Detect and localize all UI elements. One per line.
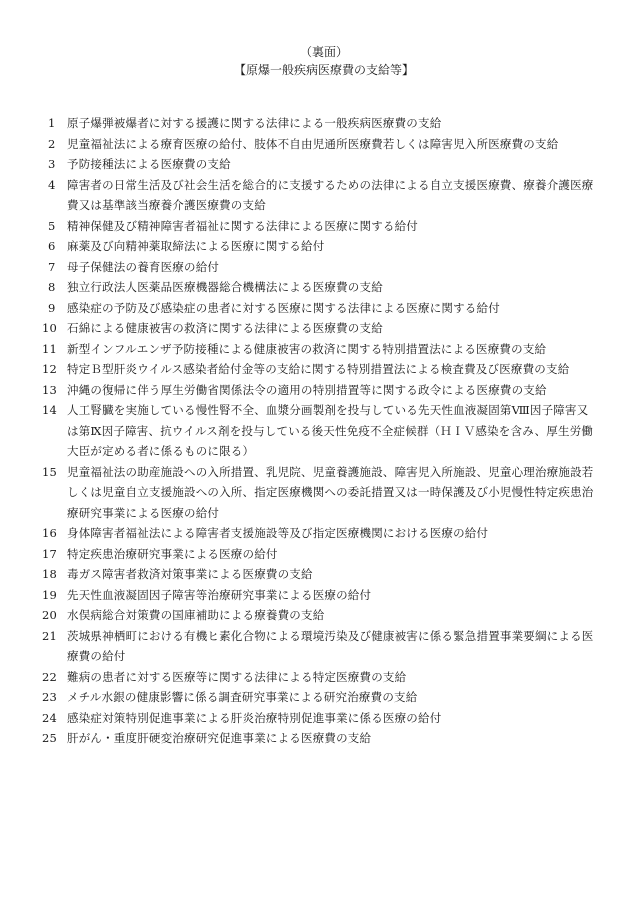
- item-number: 3: [48, 157, 56, 171]
- item-text: 原子爆弾被爆者に対する援護に関する法律による一般疾病医療費の支給: [67, 116, 442, 130]
- item-text: 麻薬及び向精神薬取締法による医療に関する給付: [67, 239, 325, 253]
- list-item: [40, 318, 599, 339]
- item-text: 予防接種法による医療費の支給: [67, 157, 231, 171]
- item-text: 水俣病総合対策費の国庫補助による療養費の支給: [67, 608, 325, 622]
- item-number: 6: [48, 239, 56, 253]
- item-number: 2: [48, 136, 56, 151]
- list-item: [40, 236, 599, 257]
- item-number: 22: [42, 669, 58, 684]
- item-number: 8: [48, 280, 56, 294]
- list-item: [40, 134, 599, 155]
- item-text: 肝がん・重度肝硬変治療研究促進事業による医療費の支給: [67, 731, 372, 745]
- list-item: [40, 605, 599, 626]
- list-item: [40, 462, 599, 524]
- list-item: [40, 667, 599, 688]
- item-number: 15: [42, 464, 58, 479]
- item-text: 先天性血液凝固因子障害等治療研究事業による医療の給付: [67, 587, 372, 602]
- list-item: [40, 380, 599, 401]
- item-text: 障害者の日常生活及び社会生活を総合的に支援するための法律による自立支援医療費、療養介護医療費又は基準該当療養介護医療費の支給: [67, 177, 594, 212]
- item-text: 感染症対策特別促進事業による肝炎治療特別促進事業に係る医療の給付: [67, 710, 442, 725]
- item-number: 17: [42, 546, 58, 561]
- list-item: [40, 339, 599, 360]
- list-item: [40, 175, 599, 216]
- item-text: 母子保健法の養育医療の給付: [67, 259, 220, 274]
- item-text: 児童福祉法による療育医療の給付、肢体不自由児通所医療費若しくは障害児入所医療費の支給: [67, 136, 559, 151]
- item-number: 21: [42, 628, 58, 643]
- list-item: [40, 687, 599, 708]
- reverse-side-label: （裏面）: [299, 45, 348, 59]
- list-item: [40, 585, 599, 606]
- list-item: [40, 113, 599, 134]
- item-text: 特定Ｂ型肝炎ウイルス感染者給付金等の支給に関する特別措置法による検査費及び医療費の支給: [67, 362, 570, 376]
- list-item: [40, 359, 599, 380]
- item-text: 茨城県神栖町における有機ヒ素化合物による環境汚染及び健康被害に係る緊急措置事業要綱による医療費の給付: [67, 628, 594, 663]
- item-number: 24: [42, 710, 58, 725]
- item-number: 9: [48, 300, 56, 315]
- item-number: 14: [42, 403, 58, 417]
- item-number: 25: [42, 731, 58, 745]
- item-text: 児童福祉法の助産施設への入所措置、乳児院、児童養護施設、障害児入所施設、児童心理治療施設若しくは児童自立支援施設への入所、指定医療機関への委託措置又は一時保護及び小児慢性特定疾患治療研究事業による医療の給付: [67, 464, 594, 520]
- item-number: 10: [42, 321, 58, 335]
- item-text: 感染症の予防及び感染症の患者に対する医療に関する法律による医療に関する給付: [67, 300, 500, 315]
- item-number: 18: [42, 567, 58, 581]
- item-number: 23: [42, 690, 58, 704]
- item-text: 独立行政法人医薬品医療機器総合機構法による医療費の支給: [67, 280, 383, 294]
- item-number: 20: [42, 608, 58, 622]
- item-text: 沖縄の復帰に伴う厚生労働省関係法令の適用の特別措置等に関する政令による医療費の支給: [67, 382, 547, 397]
- item-text: メチル水銀の健康影響に係る調査研究事業による研究治療費の支給: [67, 690, 418, 704]
- item-number: 5: [48, 218, 56, 233]
- list-item: [40, 544, 599, 565]
- item-text: 新型インフルエンザ予防接種による健康被害の救済に関する特別措置法による医療費の支給: [67, 341, 547, 356]
- list-item: [40, 708, 599, 729]
- page-title: 【原爆一般疾病医療費の支給等】: [233, 63, 414, 77]
- item-text: 難病の患者に対する医療等に関する法律による特定医療費の支給: [67, 669, 407, 684]
- item-number: 4: [48, 177, 56, 192]
- item-text: 特定疾患治療研究事業による医療の給付: [67, 546, 278, 561]
- list-item: [40, 216, 599, 237]
- item-text: 身体障害者福祉法による障害者支援施設等及び指定医療機関における医療の給付: [67, 526, 489, 540]
- list-item: [40, 626, 599, 667]
- item-text: 毒ガス障害者救済対策事業による医療費の支給: [67, 567, 313, 581]
- item-number: 12: [42, 362, 58, 376]
- item-number: 13: [42, 382, 58, 397]
- list-item: [40, 298, 599, 319]
- item-number: 19: [42, 587, 58, 602]
- list-item: [40, 400, 599, 462]
- item-text: 精神保健及び精神障害者福祉に関する法律による医療に関する給付: [67, 218, 418, 233]
- benefit-list: [40, 113, 594, 749]
- item-number: 1: [48, 116, 56, 130]
- item-text: 石綿による健康被害の救済に関する法律による医療費の支給: [67, 321, 383, 335]
- item-number: 16: [42, 526, 58, 540]
- list-item: [40, 728, 599, 749]
- list-item: [40, 154, 599, 175]
- item-number: 11: [42, 341, 58, 356]
- list-item: [40, 257, 599, 278]
- item-text: 人工腎臓を実施している慢性腎不全、血漿分画製剤を投与している先天性血液凝固第Ⅷ因子障害又は第Ⅸ因子障害、抗ウイルス剤を投与している後天性免疫不全症候群（ＨＩＶ感染を含み、厚生労働大臣が定める者に係るものに限る）: [67, 403, 594, 458]
- list-item: [40, 564, 599, 585]
- list-item: [40, 277, 599, 298]
- item-number: 7: [48, 259, 56, 274]
- list-item: [40, 523, 599, 544]
